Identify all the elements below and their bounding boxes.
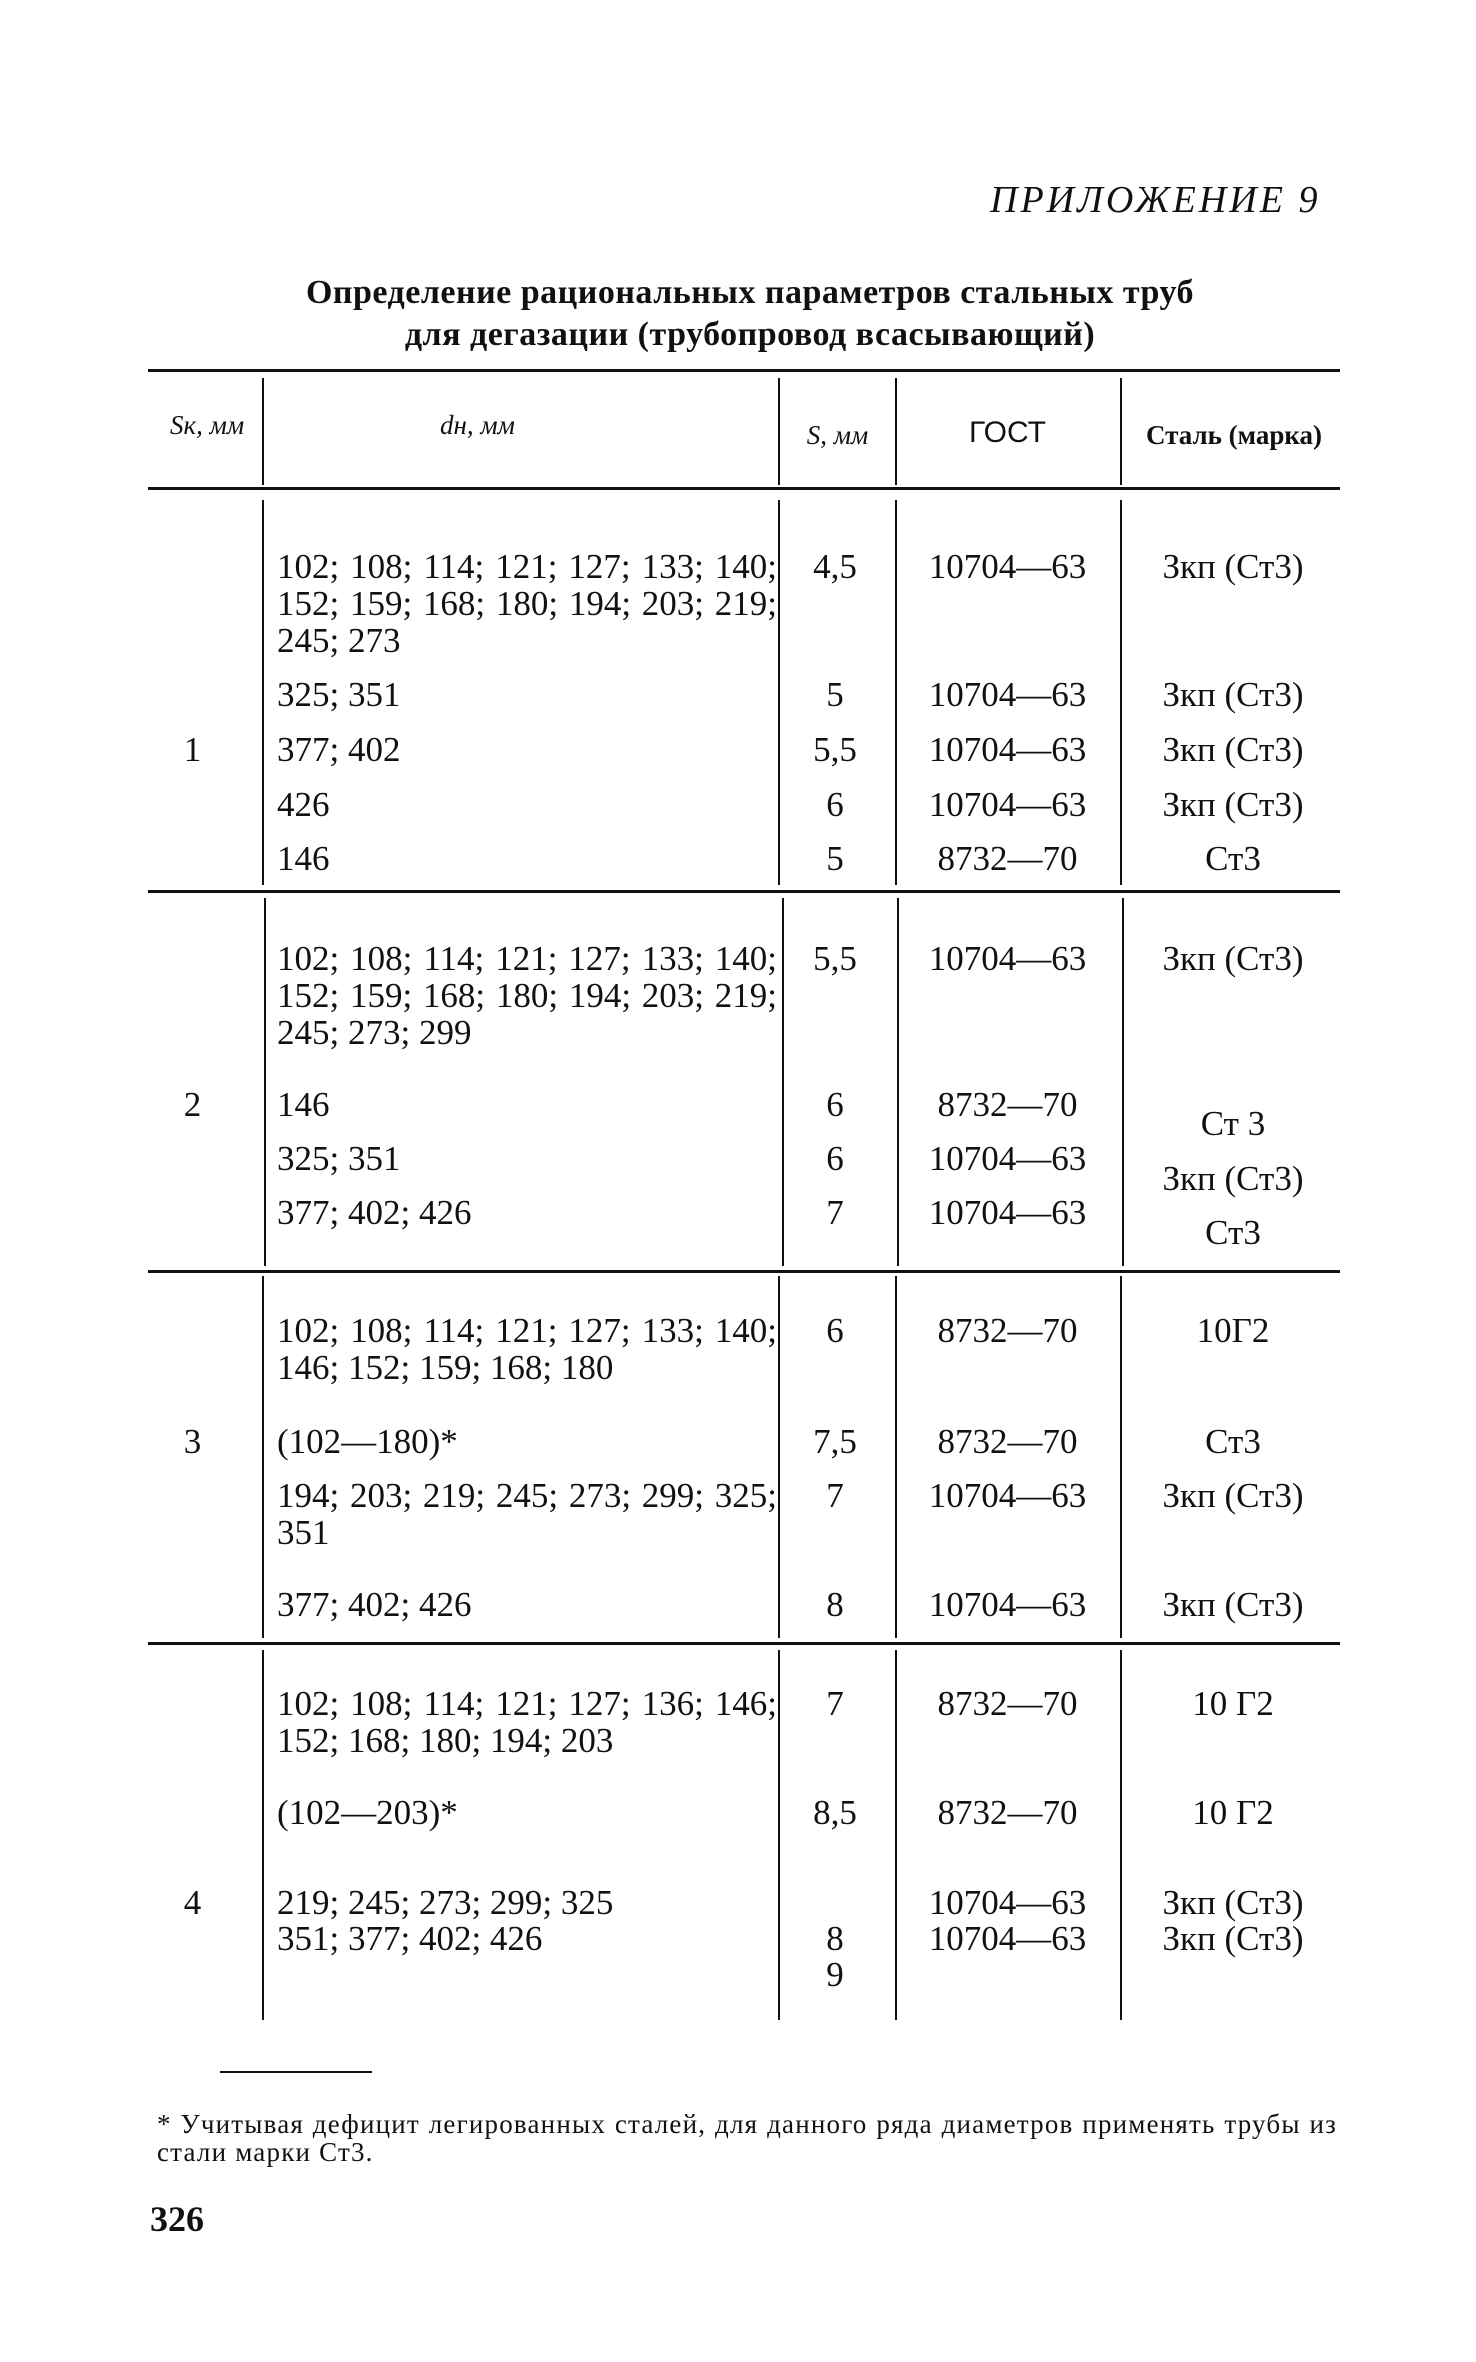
- steel-cell: Зкп (Ст3): [1162, 939, 1304, 978]
- gost-cell: 8732—70: [937, 1684, 1078, 1723]
- column-header-gost: ГОСТ: [969, 416, 1046, 449]
- steel-cell: 10 Г2: [1192, 1793, 1274, 1832]
- column-divider: [262, 1276, 264, 1638]
- steel-cell: Зкп (Ст3): [1162, 1476, 1304, 1515]
- group-divider: [148, 1642, 1340, 1645]
- gost-cell: 10704—63: [928, 1919, 1087, 1958]
- column-divider: [262, 500, 264, 885]
- s-cell: 5,5: [813, 730, 857, 769]
- steel-cell: Ст3: [1205, 1422, 1261, 1461]
- column-header-s: S, мм: [806, 420, 869, 450]
- gost-cell: 10704—63: [928, 1476, 1087, 1515]
- gost-cell: 8732—70: [937, 1311, 1078, 1350]
- s-cell: 5: [826, 675, 844, 714]
- column-divider: [895, 378, 897, 485]
- gost-cell: 10704—63: [928, 939, 1087, 978]
- steel-cell: Зкп (Ст3): [1162, 785, 1304, 824]
- column-divider: [778, 500, 780, 885]
- gost-cell: 10704—63: [928, 1883, 1087, 1922]
- steel-cell: Зкп (Ст3): [1162, 1919, 1304, 1958]
- dn-cell: (102—203)*: [277, 1793, 458, 1832]
- gost-cell: 8732—70: [937, 1085, 1078, 1124]
- s-cell: 5: [826, 839, 844, 878]
- steel-cell: Ст3: [1205, 1213, 1261, 1252]
- sk-value: 4: [183, 1883, 202, 1922]
- page-number: 326: [150, 2199, 204, 2239]
- column-divider: [897, 898, 899, 1266]
- dn-cell: 351; 377; 402; 426: [277, 1919, 543, 1958]
- gost-cell: 10704—63: [928, 547, 1087, 586]
- column-header-steel: Сталь (марка): [1145, 420, 1322, 450]
- gost-cell: 10704—63: [928, 1585, 1087, 1624]
- column-divider: [895, 1276, 897, 1638]
- s-cell: 6: [826, 1311, 844, 1350]
- dn-cell: 325; 351: [277, 1139, 401, 1178]
- dn-cell: 102; 108; 114; 121; 127; 136; 146; 152; 168; 180; 194; 203: [277, 1684, 777, 1760]
- column-divider: [1120, 500, 1122, 885]
- steel-cell: Зкп (Ст3): [1162, 730, 1304, 769]
- steel-cell: Ст3: [1205, 839, 1261, 878]
- gost-cell: 8732—70: [937, 1422, 1078, 1461]
- s-cell: 5,5: [813, 939, 857, 978]
- sk-value: 1: [183, 730, 202, 769]
- page-title: [150, 272, 1350, 356]
- gost-cell: 10704—63: [928, 730, 1087, 769]
- column-divider: [264, 898, 266, 1266]
- s-cell: 6: [826, 1139, 844, 1178]
- dn-cell: 102; 108; 114; 121; 127; 133; 140; 152; 159; 168; 180; 194; 203; 219; 245; 273: [277, 547, 777, 660]
- column-header-sk: Sк, мм: [169, 410, 245, 440]
- steel-cell: 10Г2: [1196, 1311, 1270, 1350]
- s-cell: 7: [826, 1684, 844, 1723]
- dn-cell: 219; 245; 273; 299; 325: [277, 1883, 614, 1922]
- column-divider: [1120, 1276, 1122, 1638]
- column-divider: [1122, 898, 1124, 1266]
- column-divider: [895, 1650, 897, 2020]
- dn-cell: 102; 108; 114; 121; 127; 133; 140; 146; 152; 159; 168; 180: [277, 1311, 777, 1387]
- column-divider: [1120, 1650, 1122, 2020]
- appendix-label: ПРИЛОЖЕНИЕ 9: [990, 179, 1321, 221]
- sk-value: 3: [183, 1422, 202, 1461]
- steel-cell: Зкп (Ст3): [1162, 675, 1304, 714]
- header-bottom-rule: [148, 487, 1340, 490]
- table-top-rule: [148, 369, 1340, 372]
- gost-cell: 10704—63: [928, 785, 1087, 824]
- column-divider: [778, 378, 780, 485]
- steel-cell: Зкп (Ст3): [1162, 547, 1304, 586]
- group-divider: [148, 1270, 1340, 1273]
- s-cell: 7: [826, 1476, 844, 1515]
- dn-cell: 426: [277, 785, 330, 824]
- s-cell: 8: [826, 1919, 844, 1958]
- column-divider: [778, 1650, 780, 2020]
- gost-cell: 10704—63: [928, 675, 1087, 714]
- steel-cell: Зкп (Ст3): [1162, 1585, 1304, 1624]
- s-cell: 7: [826, 1193, 844, 1232]
- column-divider: [262, 378, 264, 485]
- sk-value: 2: [183, 1085, 202, 1124]
- dn-cell: 377; 402; 426: [277, 1193, 472, 1232]
- s-cell: 4,5: [813, 547, 857, 586]
- steel-cell: 10 Г2: [1192, 1684, 1274, 1723]
- column-divider: [778, 1276, 780, 1638]
- steel-cell: Зкп (Ст3): [1162, 1159, 1304, 1198]
- gost-cell: 10704—63: [928, 1139, 1087, 1178]
- dn-cell: 146: [277, 839, 330, 878]
- steel-cell: Зкп (Ст3): [1162, 1883, 1304, 1922]
- dn-cell: 377; 402: [277, 730, 401, 769]
- dn-cell: (102—180)*: [277, 1422, 458, 1461]
- dn-cell: 194; 203; 219; 245; 273; 299; 325; 351: [277, 1476, 777, 1552]
- s-cell: 8: [826, 1585, 844, 1624]
- s-cell: 8,5: [813, 1793, 857, 1832]
- steel-cell: Ст 3: [1200, 1104, 1266, 1143]
- dn-cell: 377; 402; 426: [277, 1585, 472, 1624]
- s-cell: 6: [826, 785, 844, 824]
- group-divider: [148, 890, 1340, 893]
- column-divider: [782, 898, 784, 1266]
- column-divider: [895, 500, 897, 885]
- footnote-rule: [220, 2071, 372, 2073]
- s-cell: 7,5: [813, 1422, 857, 1461]
- s-cell: 6: [826, 1085, 844, 1124]
- dn-cell: 146: [277, 1085, 330, 1124]
- column-divider: [262, 1650, 264, 2020]
- gost-cell: 8732—70: [937, 839, 1078, 878]
- dn-cell: 102; 108; 114; 121; 127; 133; 140; 152; 159; 168; 180; 194; 203; 219; 245; 273; 299: [277, 939, 777, 1052]
- s-cell: 9: [826, 1955, 844, 1994]
- gost-cell: 8732—70: [937, 1793, 1078, 1832]
- footnote: * Учитывая дефицит легированных сталей, для данного ряда диаметров применять трубы из стали марки Ст3.: [157, 2109, 1337, 2167]
- dn-cell: 325; 351: [277, 675, 401, 714]
- title-line-2: для дегазации (трубопровод всасывающий): [404, 316, 1096, 353]
- column-divider: [1120, 378, 1122, 485]
- column-header-dn: dн, мм: [440, 410, 515, 440]
- title-line-1: Определение рациональных параметров стальных труб: [305, 274, 1195, 311]
- gost-cell: 10704—63: [928, 1193, 1087, 1232]
